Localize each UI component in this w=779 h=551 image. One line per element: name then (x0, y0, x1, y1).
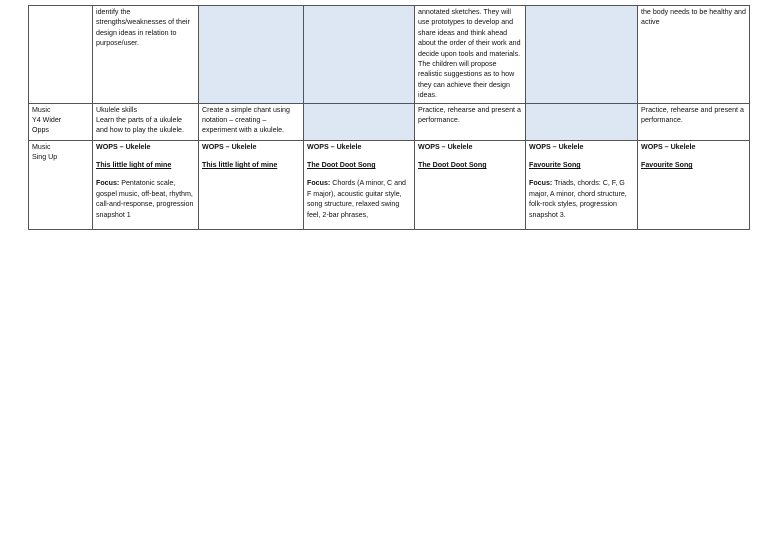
subject-line: Opps (32, 126, 49, 135)
table-cell (638, 140, 750, 229)
table-cell: Practice, rehearse and present a performance. (415, 103, 526, 140)
table-cell (304, 6, 415, 104)
subject-cell (29, 103, 93, 140)
table-cell: Practice, rehearse and present a performance. (638, 103, 750, 140)
focus-text: Pentatonic scale, gospel music, off-beat, rhythm, call-and-response, progression snapshot 1 (96, 179, 194, 219)
focus-text: Chords (A minor, C and F major), acoustic guitar style, song structure, relaxed swing feel, 2-bar phrases, (307, 179, 406, 219)
curriculum-table (28, 5, 750, 230)
song-title: The Doot Doot Song (307, 161, 376, 170)
table-cell: Create a simple chant using notation – creating – experiment with a ukulele. (199, 103, 304, 140)
focus-text: Triads, chords: C, F, G major, A minor, chord structure, folk-rock styles, progression snapshot 3. (529, 179, 627, 219)
table-row (29, 6, 750, 104)
song-title: This little light of mine (202, 161, 278, 170)
table-row (29, 140, 750, 229)
table-cell (304, 140, 415, 229)
unit-heading: WOPS – Ukelele (307, 142, 362, 151)
table-cell: Ukulele skills Learn the parts of a ukulele and how to play the ukulele. (93, 103, 199, 140)
subject-cell (29, 140, 93, 229)
focus-label: Focus: (96, 179, 120, 188)
subject-cell (29, 6, 93, 104)
table-cell: annotated sketches. They will use prototypes to develop and share ideas and think ahead about the order of their work and decide upon tools and materials. The children will propose realistic suggestions as to how they can achieve their design ideas. (415, 6, 526, 104)
subject-line: Music (32, 105, 51, 114)
table-row (29, 103, 750, 140)
unit-heading: WOPS – Ukelele (96, 142, 151, 151)
song-title: Favourite Song (641, 161, 693, 170)
unit-heading: WOPS – Ukelele (641, 142, 696, 151)
table-cell (199, 6, 304, 104)
unit-heading: WOPS – Ukelele (418, 142, 473, 151)
table-cell: identify the strengths/weaknesses of their design ideas in relation to purpose/user. (93, 6, 199, 104)
song-title: The Doot Doot Song (418, 161, 487, 170)
subject-line: Music (32, 142, 51, 151)
subject-line: Y4 Wider (32, 116, 62, 125)
table-cell (415, 140, 526, 229)
table-cell (93, 140, 199, 229)
table-cell (526, 6, 638, 104)
subject-line: Sing Up (32, 153, 58, 162)
focus-label: Focus: (307, 179, 331, 188)
song-title: This little light of mine (96, 161, 172, 170)
table-cell (526, 140, 638, 229)
focus-label: Focus: (529, 179, 553, 188)
unit-heading: WOPS – Ukelele (529, 142, 584, 151)
unit-heading: WOPS – Ukelele (202, 142, 257, 151)
song-title: Favourite Song (529, 161, 581, 170)
table-cell (304, 103, 415, 140)
table-cell (199, 140, 304, 229)
table-cell (526, 103, 638, 140)
table-cell: the body needs to be healthy and active (638, 6, 750, 104)
